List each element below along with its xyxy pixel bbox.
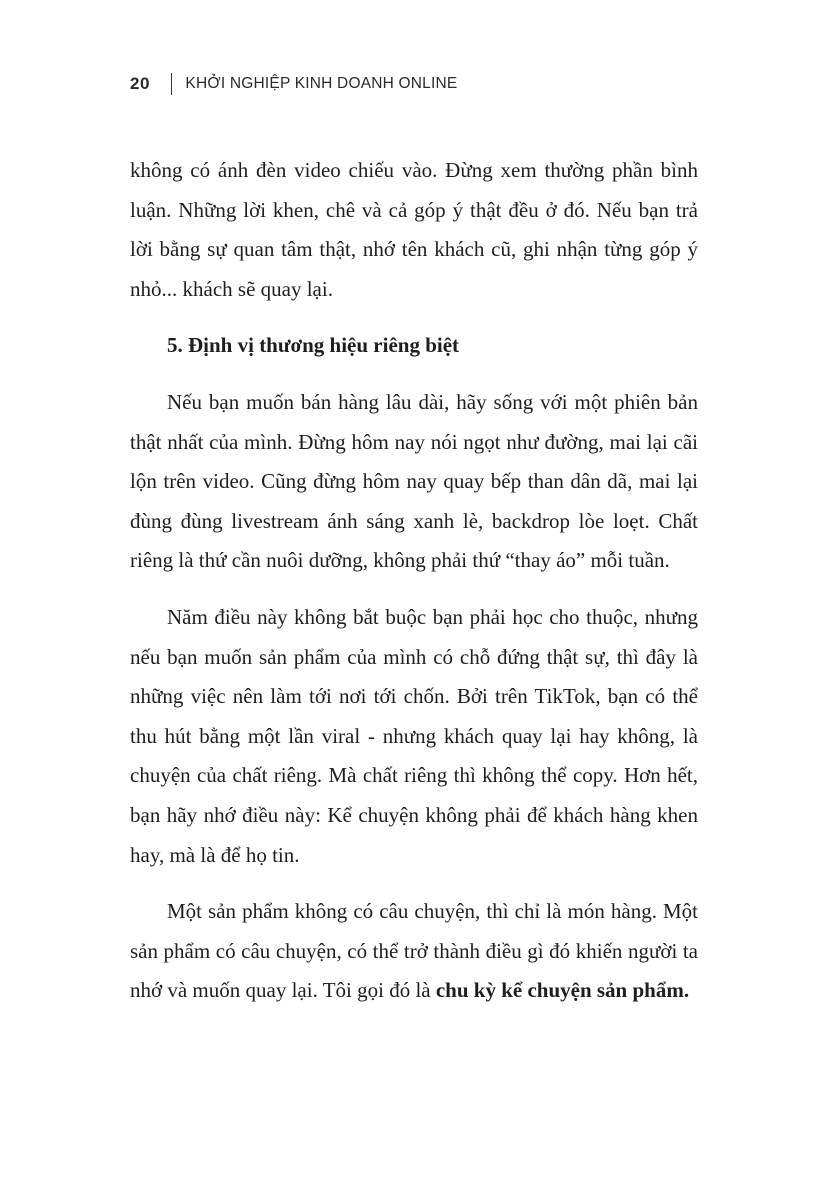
page-body xyxy=(130,151,698,1011)
body-paragraph: Nếu bạn muốn bán hàng lâu dài, hãy sống với một phiên bản thật nhất của mình. Đừng hôm nay nói ngọt như đường, mai lại cãi lộn trên video. Cũng đừng hôm nay quay bếp than dân dã, mai lại đùng đùng livestream ánh sáng xanh lè, backdrop lòe loẹt. Chất riêng là thứ cần nuôi dưỡng, không phải thứ “thay áo” mỗi tuần. xyxy=(130,389,698,573)
body-paragraph-continued: không có ánh đèn video chiếu vào. Đừng xem thường phần bình luận. Những lời khen, chê và cả góp ý thật đều ở đó. Nếu bạn trả lời bằng sự quan tâm thật, nhớ tên khách cũ, ghi nhận từng góp ý nhỏ... khách sẽ quay lại. xyxy=(130,158,698,301)
header-divider xyxy=(171,73,173,95)
running-title: KHỞI NGHIỆP KINH DOANH ONLINE xyxy=(185,75,458,92)
page-number: 20 xyxy=(130,74,150,93)
body-paragraph: Năm điều này không bắt buộc bạn phải học cho thuộc, nhưng nếu bạn muốn sản phẩm của mình có chỗ đứng thật sự, thì đây là những việc nên làm tới nơi tới chốn. Bởi trên TikTok, bạn có thể thu hút bằng một lần viral - nhưng khách quay lại hay không, là chuyện của chất riêng. Mà chất riêng thì không thể copy. Hơn hết, bạn hãy nhớ điều này: Kể chuyện không phải để khách hàng khen hay, mà là để họ tin. xyxy=(130,604,698,867)
closing-text: Một sản phẩm không có câu chuyện, thì chỉ là món hàng. Một sản phẩm có câu chuyện, có thể trở thành điều gì đó khiến người ta nhớ và muốn quay lại. Tôi gọi đó là xyxy=(130,899,698,1003)
section-heading: 5. Định vị thương hiệu riêng biệt xyxy=(167,333,460,358)
page-header xyxy=(130,70,457,98)
body-paragraph-closing xyxy=(130,892,698,1011)
closing-emphasis: chu kỳ kể chuyện sản phẩm. xyxy=(435,978,690,1003)
